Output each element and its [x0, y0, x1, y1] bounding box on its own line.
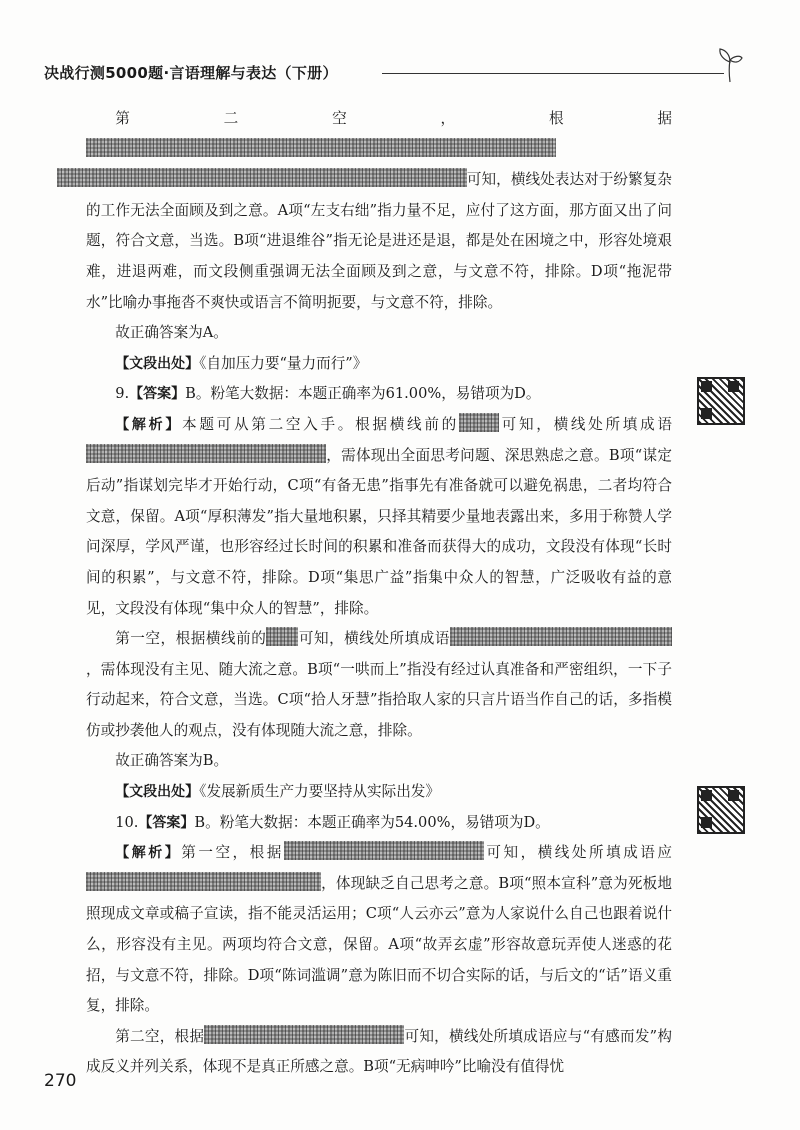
source-label: 【文段出处】 — [115, 784, 200, 801]
paragraph-source-8: 【文段出处】《自加压力要“量力而行”》 — [115, 354, 368, 372]
redacted-text — [266, 627, 298, 646]
paragraph-answer-9: 故正确答案为B。 — [115, 752, 229, 770]
header-title: 决战行测5000题·言语理解与表达（下册） — [44, 64, 338, 82]
question-9-answer: 9.【答案】B。粉笔大数据：本题正确率为61.00%，易错项为D。 — [115, 385, 541, 403]
question-10-analysis: 【解析】第一空，根据 可知，横线处所填成语应，体现缺乏自己思考之意。B项“照本宣科”意为死板地照现成文章或稿子宣读，指不能灵活运用；C项“人云亦云”意为人家说什么自己也跟着说什么，形容没有主见。两项均符合文意，保留。A项“故弄玄虚”形容故意玩弄使人迷惑的花招，与文意不符，排除。D项“陈词滥调”意为陈旧而不切合实际的话，与后文的“话”语义重复，排除。 — [86, 838, 672, 1022]
source-label: 【文段出处】 — [115, 355, 200, 372]
question-9-first-blank: 第一空，根据横线前的 可知，横线处所填成语，需体现没有主见、随大流之意。B项“一哄而上”指没有经过认真准备和严密组织，一下子行动起来，符合文意，当选。C项“拾人牙慧”指拾取人家的只言片语当作自己的话，多指模仿或抄袭他人的观点，没有体现随大流之意，排除。 — [86, 624, 672, 746]
redacted-text — [284, 841, 484, 860]
redacted-text — [86, 138, 556, 157]
question-10-second-blank: 第二空，根据 可知，横线处所填成语应与“有感而发”构成反义并列关系，体现不是真正所感之意。B项“无病呻吟”比喻没有值得忧 — [86, 1022, 672, 1083]
running-header — [44, 62, 744, 84]
sprout-icon — [716, 44, 744, 84]
header-rule — [382, 73, 724, 75]
redacted-text — [450, 627, 672, 646]
redacted-text — [459, 413, 499, 432]
explanation-content — [86, 104, 672, 1083]
analysis-label: 【解析】 — [115, 845, 182, 862]
page-number: 270 — [44, 1071, 77, 1091]
answer-label: 【答案】 — [138, 814, 195, 831]
redacted-text — [204, 1025, 404, 1044]
question-9-analysis: 【解析】本题可从第二空入手。根据横线前的 可知，横线处所填成语，需体现出全面思考问题、深思熟虑之意。B项“谋定后动”指谋划完毕才开始行动，C项“有备无患”指事先有准备就可以避免祸患，二者均符合文意，保留。A项“厚积薄发”指大量地积累，只择其精要少量地表露出来，多用于称赞人学问深厚，学风严谨，也形容经过长时间的积累和准备而获得大的成功，文段没有体现“长时间的积累”，与文意不符，排除。D项“集思广益”指集中众人的智慧，广泛吸收有益的意见，文段没有体现“集中众人的智慧”，排除。 — [86, 410, 672, 624]
paragraph-source-9: 【文段出处】《发展新质生产力要坚持从实际出发》 — [115, 783, 440, 801]
question-10-answer: 10.【答案】B。粉笔大数据：本题正确率为54.00%，易错项为D。 — [115, 813, 550, 831]
redacted-text — [86, 872, 321, 891]
answer-label: 【答案】 — [129, 386, 186, 403]
qr-code-q9[interactable] — [697, 377, 745, 425]
redacted-text — [86, 444, 326, 463]
redacted-text — [57, 168, 467, 187]
qr-code-q10[interactable] — [697, 786, 745, 834]
paragraph-answer-8: 故正确答案为A。 — [115, 324, 228, 342]
analysis-label: 【解析】 — [115, 416, 183, 433]
paragraph-q8-second-blank: 第二空，根据可知，横线处表达对于纷繁复杂的工作无法全面顾及到之意。A项“左支右绌”指力量不足，应付了这方面，那方面又出了问题，符合文意，当选。B项“进退维谷”指无论是进还是退，都是处在困境之中，形容处境艰难，进退两难，而文段侧重强调无法全面顾及到之意，与文意不符，排除。D项“拖泥带水”比喻办事拖沓不爽快或语言不简明扼要，与文意不符，排除。 — [86, 104, 672, 318]
